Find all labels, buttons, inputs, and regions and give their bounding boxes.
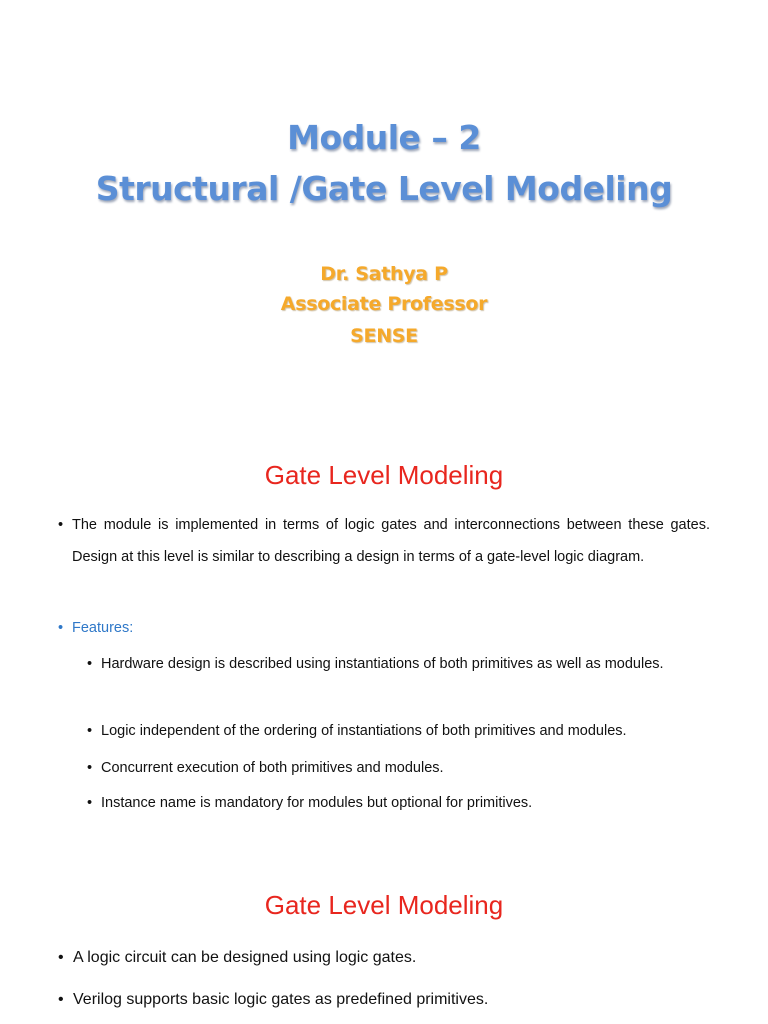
features-label: Features: xyxy=(72,620,134,636)
author-name: Dr. Sathya P xyxy=(320,263,448,285)
bullet-dot: • xyxy=(87,760,93,776)
bullet-dot: • xyxy=(87,723,93,739)
list-item-text: A logic circuit can be designed using logic gates. xyxy=(73,949,417,966)
list-item xyxy=(58,988,713,1012)
gate-level-slide-1 xyxy=(0,440,768,860)
bullet-dot: • xyxy=(58,949,64,966)
feature-text: Instance name is mandatory for modules but optional for primitives. xyxy=(101,795,533,811)
feature-item xyxy=(87,752,710,784)
module-title: Module – 2 xyxy=(287,118,481,157)
list-item xyxy=(58,946,713,970)
module-subtitle: Structural /Gate Level Modeling xyxy=(95,169,673,208)
title-slide xyxy=(0,0,768,440)
bullet-dot: • xyxy=(58,620,64,636)
slide-heading: Gate Level Modeling xyxy=(264,890,504,920)
bullet-dot: • xyxy=(58,991,64,1008)
feature-item xyxy=(87,787,710,819)
features-bullet xyxy=(58,612,710,644)
author-department: SENSE xyxy=(350,325,418,347)
feature-item xyxy=(87,648,710,680)
gate-level-slide-2 xyxy=(0,860,768,1024)
feature-text: Logic independent of the ordering of instantiations of both primitives and modules. xyxy=(101,723,627,739)
author-role: Associate Professor xyxy=(280,293,488,315)
bullet-dot: • xyxy=(87,795,93,811)
bullet-dot: • xyxy=(87,656,93,672)
intro-bullet xyxy=(58,509,710,573)
list-item-text: Verilog supports basic logic gates as predefined primitives. xyxy=(73,991,489,1008)
feature-text: Hardware design is described using instantiations of both primitives as well as modules. xyxy=(101,656,664,672)
intro-bullet-text: The module is implemented in terms of logic gates and interconnections between these gates. Design at this level is similar to describing a design in terms of a gate-level logic diagram. xyxy=(72,517,710,565)
slide-heading: Gate Level Modeling xyxy=(264,460,504,490)
feature-item xyxy=(87,715,710,747)
feature-text: Concurrent execution of both primitives and modules. xyxy=(101,760,444,776)
bullet-dot: • xyxy=(58,517,64,533)
